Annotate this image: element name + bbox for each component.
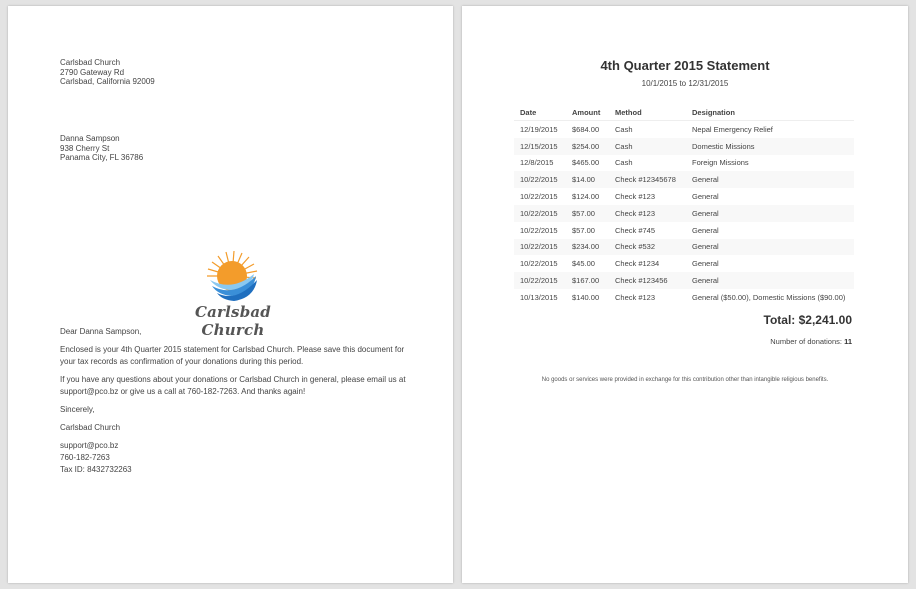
- statement-date-range: 10/1/2015 to 12/31/2015: [641, 79, 729, 88]
- cell-designation: Domestic Missions: [686, 138, 854, 155]
- table-row: [514, 239, 854, 256]
- recipient-address: [60, 134, 143, 163]
- cell-date: 10/22/2015: [514, 171, 566, 188]
- cell-method: Check #745: [615, 225, 656, 235]
- cell-amount: $465.00: [572, 158, 600, 168]
- cell-date: 10/22/2015: [514, 205, 566, 222]
- table-header-row: [514, 104, 854, 121]
- contact-info: [60, 440, 410, 476]
- cell-date: 12/15/2015: [514, 138, 566, 155]
- cell-amount: $140.00: [572, 292, 600, 302]
- cell-amount: $45.00: [572, 259, 595, 269]
- cell-date: 10/22/2015: [520, 259, 558, 269]
- cell-date: 12/8/2015: [520, 158, 554, 168]
- table-row: [514, 272, 854, 289]
- recipient-name: Danna Sampson: [60, 134, 120, 143]
- cover-letter-page: [8, 6, 453, 583]
- statement-total: Total: $2,241.00: [763, 313, 852, 327]
- cell-method: Cash: [615, 124, 633, 134]
- table-row: [514, 138, 854, 155]
- cell-designation: General: [686, 205, 854, 222]
- cell-amount: $124.00: [572, 192, 600, 202]
- table-row: [514, 171, 854, 188]
- cell-method: Check #123: [615, 292, 656, 302]
- donation-count: [770, 337, 852, 346]
- contact-email: support@pco.bz: [60, 441, 119, 450]
- closing: Sincerely,: [60, 405, 95, 414]
- column-header-designation: Designation: [686, 104, 854, 121]
- cell-designation: Foreign Missions: [692, 158, 749, 168]
- cell-amount: $234.00: [566, 239, 609, 256]
- cell-designation: General: [692, 192, 719, 202]
- cell-amount: $254.00: [566, 138, 609, 155]
- cell-amount: $14.00: [566, 171, 609, 188]
- paragraph-1: Enclosed is your 4th Quarter 2015 statement for Carlsbad Church. Please save this document for your tax records as confirmation of your donations during this period.: [60, 345, 405, 366]
- cell-date: 10/22/2015: [520, 192, 558, 202]
- letter-body: [60, 326, 410, 476]
- cell-method: Check #1234: [615, 259, 660, 269]
- sender-name: Carlsbad Church: [60, 58, 121, 67]
- cell-method: Cash: [615, 158, 633, 168]
- recipient-street: 938 Cherry St: [60, 143, 110, 153]
- sender-street: 2790 Gateway Rd: [60, 67, 125, 77]
- cell-amount: $684.00: [572, 124, 600, 134]
- tax-id: Tax ID: 8432732263: [60, 465, 132, 474]
- cell-method: Cash: [609, 138, 686, 155]
- cell-date: 10/13/2015: [520, 292, 558, 302]
- cell-designation: General: [692, 225, 719, 235]
- donations-table: [514, 104, 854, 306]
- column-header-date: Date: [514, 104, 566, 121]
- cell-date: 10/22/2015: [520, 225, 558, 235]
- cell-amount: $167.00: [566, 272, 609, 289]
- cell-method: Check #12345678: [609, 171, 686, 188]
- salutation: Dear Danna Sampson,: [60, 327, 142, 336]
- sender-city: Carlsbad, California 92009: [60, 77, 155, 86]
- cell-method: Check #532: [609, 239, 686, 256]
- sender-address: [60, 58, 155, 87]
- sun-over-waves-icon: [168, 246, 298, 306]
- table-row: [514, 121, 854, 138]
- recipient-city: Panama City, FL 36786: [60, 153, 144, 162]
- cell-date: 10/22/2015: [514, 272, 566, 289]
- column-header-method: Method: [609, 104, 686, 121]
- cell-amount: $57.00: [572, 225, 595, 235]
- signature: Carlsbad Church: [60, 423, 121, 432]
- cell-designation: General: [692, 259, 719, 269]
- logo-text: Carlsbad Church: [195, 303, 271, 339]
- cell-designation: General: [686, 272, 854, 289]
- cell-amount: $57.00: [566, 205, 609, 222]
- statement-title: 4th Quarter 2015 Statement: [600, 58, 770, 73]
- donation-count-label: Number of donations:: [770, 337, 842, 346]
- cell-designation: General: [686, 171, 854, 188]
- cell-date: 10/22/2015: [514, 239, 566, 256]
- cell-method: Check #123: [609, 205, 686, 222]
- table-row: [514, 222, 854, 239]
- cell-method: Check #123456: [609, 272, 686, 289]
- cell-designation: General ($50.00), Domestic Missions ($90.00): [692, 292, 846, 302]
- cell-designation: Nepal Emergency Relief: [692, 124, 773, 134]
- church-logo: [168, 246, 298, 339]
- contact-phone: 760-182-7263: [60, 453, 110, 462]
- statement-page: [462, 6, 908, 583]
- table-row: [514, 188, 854, 205]
- column-header-amount: Amount: [566, 104, 609, 121]
- donation-count-value: 11: [844, 337, 852, 346]
- table-row: [514, 289, 854, 306]
- paragraph-2: If you have any questions about your donations or Carlsbad Church in general, please email us at support@pco.bz or give us a call at 760-182-7263. And thanks again!: [60, 375, 406, 396]
- table-row: [514, 205, 854, 222]
- table-row: [514, 255, 854, 272]
- cell-date: 12/19/2015: [520, 124, 558, 134]
- cell-designation: General: [686, 239, 854, 256]
- table-row: [514, 155, 854, 172]
- cell-method: Check #123: [615, 192, 656, 202]
- tax-disclaimer: No goods or services were provided in exchange for this contribution other than intangible religious benefits.: [541, 377, 829, 383]
